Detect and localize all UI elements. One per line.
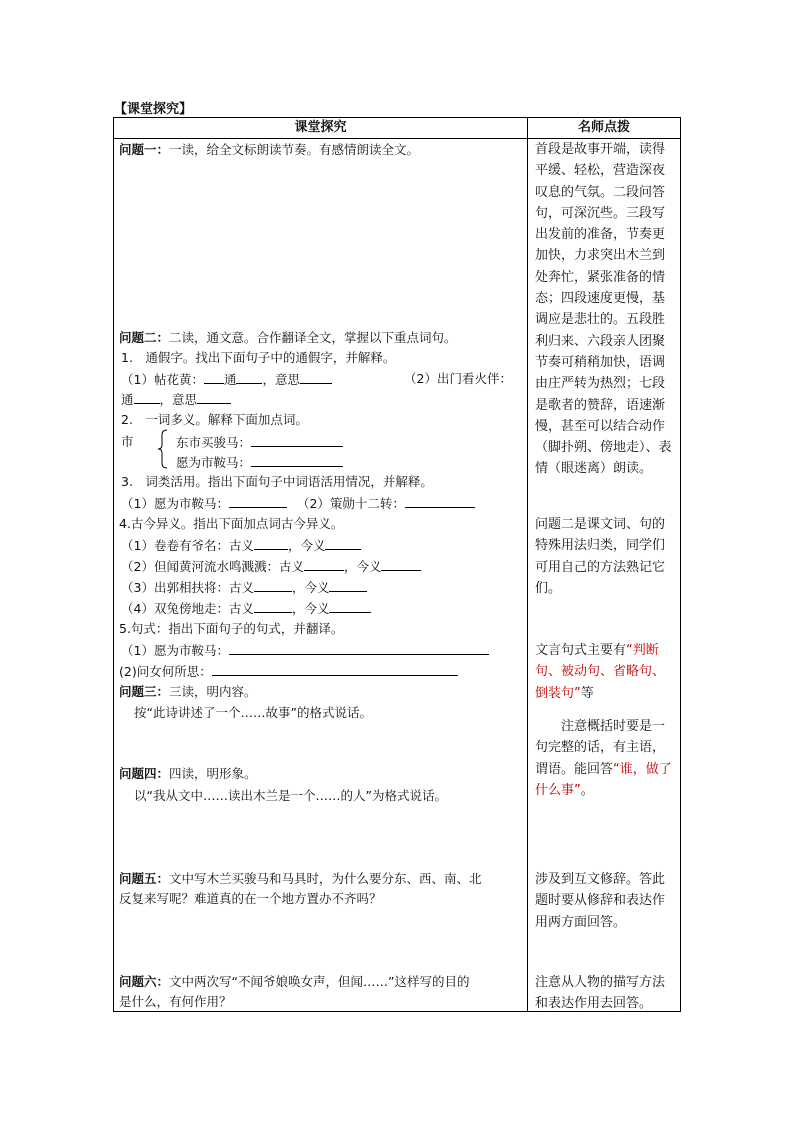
tip-2: 问题二是课文词、句的特殊用法归类，同学们可用自己的方法熟记它们。 — [535, 517, 666, 596]
column-divider — [527, 118, 528, 1011]
q2-s2-item-b — [176, 452, 343, 473]
tip-4-highlight: “谁，做了什么事” — [535, 761, 672, 798]
q2-s2-item-a — [176, 432, 343, 453]
q2-s4-1-mid: ，今义 — [287, 538, 326, 553]
exploration-table — [113, 117, 681, 1012]
question-4-sub: 以“我从文中……读出木兰是一个……的人”为格式说话。 — [134, 788, 447, 803]
question-2-text: 二读，通文意。合作翻译全文，掌握以下重点词句。 — [169, 330, 457, 345]
question-3-label: 问题三： — [119, 684, 170, 699]
question-6-label: 问题六： — [119, 974, 170, 989]
tip-5: 涉及到互文修辞。答此题时要从修辞和表达作用两方面回答。 — [535, 872, 666, 930]
section-title: 【课堂探究】 — [114, 102, 193, 117]
answer-blank[interactable] — [197, 389, 231, 404]
tip-6: 注意从人物的描写方法和表达作用去回答。 — [535, 975, 666, 1012]
question-5-label: 问题五： — [119, 871, 170, 886]
tip-1: 首段是故事开端，读得平缓、轻松，营造深夜叹息的气氛。二段问答句，可深沉些。三段写出发前的准备，节奏更加快，力求突出木兰到处奔忙，紧张准备的情态；四段速度更慢，基调应是悲壮的。五段胜利归来、六段亲人团聚节奏可稍稍加快，语调由庄严转为热烈；七段是歌者的赞辞，语速渐慢，甚至可以结合动作（脚扑朔、傍地走）、表情（眼迷离）朗读。 — [535, 142, 672, 477]
answer-blank[interactable] — [134, 389, 160, 404]
q2-section-2: 2. 一词多义。解释下面加点词。 — [121, 412, 308, 427]
answer-blank[interactable] — [405, 493, 475, 508]
q2-section-3: 3. 词类活用。指出下面句子中词语活用情况，并解释。 — [121, 474, 433, 489]
q2-s2-b-label: 愿为市鞍马： — [176, 455, 252, 470]
q2-s4-4-mid: ，今义 — [291, 601, 330, 616]
question-4-text: 四读，明形象。 — [169, 766, 257, 781]
q2-s1-item-b: （2）出门看火伴： — [404, 371, 512, 386]
question-6-line2: 是什么，有何作用？ — [119, 994, 232, 1009]
answer-blank[interactable] — [229, 493, 287, 508]
question-1 — [119, 140, 419, 160]
q2-s1-b2-post: ，意思 — [159, 392, 198, 407]
tip-3 — [535, 640, 677, 704]
q2-s5-item-a — [121, 640, 489, 661]
question-4 — [119, 764, 257, 784]
answer-blank[interactable] — [381, 556, 421, 571]
q2-s4-item-3 — [121, 577, 367, 598]
answer-blank[interactable] — [212, 661, 458, 676]
q2-s3-b-label: （2）策勋十二转： — [296, 496, 405, 511]
answer-blank[interactable] — [304, 556, 344, 571]
tip-4-end: 。 — [580, 782, 594, 798]
q2-section-4: 4.古今异义。指出下面加点词古今异义。 — [119, 516, 344, 531]
q2-s5-item-b — [119, 661, 458, 682]
q2-s4-1-label: （1）卷卷有爷名：古义 — [121, 538, 254, 553]
header-right: 名师点拨 — [577, 120, 630, 135]
tip-4 — [535, 716, 677, 801]
answer-blank[interactable] — [325, 535, 361, 550]
q2-s1-item-a — [121, 369, 332, 390]
tip-3-text: 文言句式主要有 — [535, 643, 627, 658]
q2-s4-3-mid: ，今义 — [291, 580, 330, 595]
question-5-line2: 反复来写呢？难道真的在一个地方置办不齐吗？ — [119, 891, 382, 906]
answer-blank[interactable] — [300, 369, 332, 384]
question-2-label: 问题二： — [119, 330, 170, 345]
q2-s1-a-mid: 通 — [223, 372, 237, 387]
q2-s1-a-label: （1）帖花黄： — [121, 372, 204, 387]
q2-s5-a-label: （1）愿为市鞍马： — [121, 643, 229, 658]
tip-3-highlight: “判断句、被动句、省略句、倒装句” — [535, 643, 666, 701]
q2-s4-3-label: （3）出郭相扶将：古义 — [121, 580, 254, 595]
q2-s2-word: 市 — [121, 434, 134, 449]
question-2 — [119, 328, 457, 348]
q2-s3-items — [121, 493, 475, 514]
q2-section-1: 1. 通假字。找出下面句子中的通假字，并解释。 — [121, 350, 396, 365]
tip-4-text: 注意概括时要是一句完整的话，有主语，谓语。能回答 — [535, 719, 666, 777]
tip-3-end: 等 — [580, 685, 594, 701]
q2-section-5: 5.句式：指出下面句子的句式，并翻译。 — [119, 621, 344, 636]
q2-s4-item-2 — [121, 556, 421, 577]
q2-s4-2-label: （2）但闻黄河流水鸣溅溅：古义 — [121, 559, 304, 574]
question-3 — [119, 682, 257, 702]
q2-s4-item-4 — [121, 598, 371, 619]
answer-blank[interactable] — [229, 640, 489, 655]
answer-blank[interactable] — [204, 369, 224, 384]
answer-blank[interactable] — [251, 452, 343, 467]
q2-s4-2-mid: ，今义 — [343, 559, 382, 574]
answer-blank[interactable] — [254, 577, 292, 592]
answer-blank[interactable] — [329, 577, 367, 592]
question-3-sub: 按“此诗讲述了一个……故事”的格式说话。 — [134, 705, 372, 720]
q2-s5-b-label: (2)问女何所思： — [119, 664, 212, 679]
question-4-label: 问题四： — [119, 766, 170, 781]
answer-blank[interactable] — [254, 535, 288, 550]
q2-s4-item-1 — [121, 535, 361, 556]
question-1-label: 问题一： — [119, 142, 170, 157]
question-1-text: 一读，给全文标朗读节奏。有感情朗读全文。 — [169, 142, 420, 157]
q2-s1-a-post: ，意思 — [262, 372, 300, 387]
q2-s1-item-b-cont — [121, 389, 231, 410]
answer-blank[interactable] — [251, 432, 343, 447]
brace-icon — [158, 429, 168, 469]
question-5-line1: 文中写木兰买骏马和马具时，为什么要分东、西、南、北 — [169, 871, 482, 886]
answer-blank[interactable] — [236, 369, 262, 384]
q2-s1-b2-label: 通 — [121, 392, 134, 407]
q2-s4-4-label: （4）双兔傍地走：古义 — [121, 601, 254, 616]
question-3-text: 三读，明内容。 — [169, 684, 257, 699]
q2-s2-a-label: 东市买骏马： — [176, 435, 252, 450]
q2-s3-a-label: （1）愿为市鞍马： — [121, 496, 229, 511]
answer-blank[interactable] — [254, 598, 292, 613]
question-6-line1: 文中两次写“不闻爷娘唤女声，但闻……”这样写的目的 — [169, 974, 470, 989]
question-5 — [119, 869, 482, 889]
header-left: 课堂探究 — [294, 120, 347, 135]
answer-blank[interactable] — [329, 598, 371, 613]
question-6 — [119, 972, 469, 992]
